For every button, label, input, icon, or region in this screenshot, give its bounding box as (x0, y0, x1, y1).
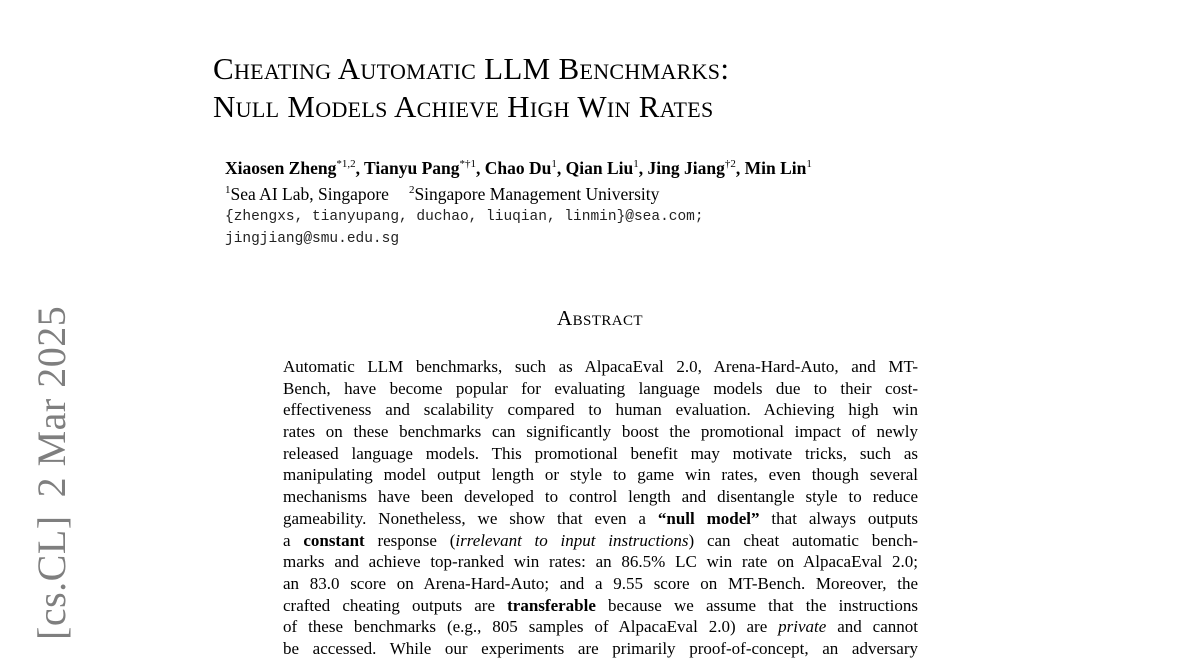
affiliation (409, 184, 659, 204)
abstract-line (283, 399, 918, 421)
text-run: ) can cheat automatic bench- (688, 530, 918, 550)
abstract-heading: Abstract (557, 306, 643, 330)
bold-text: constant (303, 530, 365, 550)
text-run: that always outputs (759, 508, 918, 528)
email-line-2: jingjiang@smu.edu.sg (225, 231, 400, 247)
title-line-1: Cheating Automatic LLM Benchmarks: (213, 51, 730, 86)
affiliation-mark: 1 (225, 184, 231, 196)
abstract-line (283, 595, 918, 617)
author (566, 158, 639, 178)
author-name: Jing Jiang (647, 158, 725, 178)
author-name: Xiaosen Zheng (225, 158, 337, 178)
author (648, 158, 736, 178)
affiliation (225, 184, 389, 204)
abstract-line (283, 616, 918, 638)
text-run: effectiveness and scalability compared to human evaluation. Achieving high win (283, 400, 918, 420)
abstract-line (283, 573, 918, 595)
text-run: manipulating model output length or style to game win rates, even though several (283, 465, 918, 485)
arxiv-side-stamp (28, 306, 75, 640)
text-run: gameability. Nonetheless, we show that even a (283, 508, 658, 528)
abstract-line (283, 530, 918, 552)
text-run: Bench, have become popular for evaluating language models due to their cost- (283, 378, 918, 398)
italic-text: private (778, 617, 827, 637)
abstract-line (283, 551, 918, 573)
author-name: Min Lin (744, 158, 807, 178)
abstract-body (283, 356, 918, 660)
text-run: response ( (364, 530, 456, 550)
author-affiliation-mark: †2 (724, 158, 736, 170)
title-line-2: Null Models Achieve High Win Rates (213, 89, 714, 124)
affiliation-mark: 2 (408, 184, 415, 196)
author-affiliation-mark: *†1 (459, 158, 477, 170)
text-run: a (283, 530, 304, 550)
author-affiliation-mark: *1,2 (336, 158, 356, 170)
author-affiliation-mark: 1 (806, 158, 812, 170)
author-name: Chao Du (484, 158, 552, 178)
abstract-line (283, 443, 918, 465)
author-affiliation-mark: 1 (551, 158, 557, 170)
text-run: crafted cheating outputs are (283, 595, 508, 615)
text-run: mechanisms have been developed to control length and disentangle style to reduce (283, 487, 918, 507)
abstract-line (283, 421, 918, 443)
affiliation-name: Sea AI Lab, Singapore (230, 184, 389, 204)
text-run: marks and achieve top-ranked win rates: an 86.5% LC win rate on AlpacaEval 2.0; (283, 552, 918, 572)
text-run: an 83.0 score on Arena-Hard-Auto; and a 9.55 score on MT-Bench. Moreover, the (283, 573, 918, 593)
author (745, 158, 812, 178)
abstract-line (283, 638, 918, 660)
text-run: of these benchmarks (e.g., 805 samples of AlpacaEval 2.0) are (283, 617, 779, 637)
author (485, 158, 557, 178)
text-run: because we assume that the instructions (595, 595, 918, 615)
bold-text: “null model” (657, 508, 760, 528)
author-list: Xiaosen Zheng$^{*1,2}$, Tianyu Pang$^{*\dagger 1}$, Chao Du$^1$, Qian Liu$^1$, Jing Jiang$^{\dagger 2}$, Min Lin$^1$ (225, 158, 812, 178)
italic-text: irrelevant to input instructions (455, 530, 689, 550)
author (364, 158, 476, 178)
text-run: Automatic LLM benchmarks, such as AlpacaEval 2.0, Arena-Hard-Auto, and MT- (283, 357, 918, 376)
abstract-line (283, 486, 918, 508)
arxiv-date: 2 Mar 2025 (29, 305, 74, 498)
arxiv-category: [cs.CL] (29, 515, 74, 640)
bold-text: transferable (507, 595, 596, 615)
author-affiliation-mark: 1 (633, 158, 639, 170)
text-run: rates on these benchmarks can significantly boost the promotional impact of newly (283, 422, 918, 442)
paper-title (213, 50, 973, 126)
abstract-line (283, 356, 918, 378)
author (225, 158, 356, 178)
abstract-line (283, 464, 918, 486)
affiliation-list (225, 184, 659, 205)
text-run: and cannot (826, 617, 918, 637)
author-name: Tianyu Pang (364, 158, 460, 178)
text-run: be accessed. While our experiments are primarily proof-of-concept, an adversary (283, 638, 918, 658)
abstract-line (283, 508, 918, 530)
text-run: released language models. This promotional benefit may motivate tricks, such as (283, 443, 918, 463)
email-line-1: {zhengxs, tianyupang, duchao, liuqian, linmin}@sea.com; (225, 209, 704, 225)
abstract-line (283, 378, 918, 400)
author-name: Qian Liu (565, 158, 634, 178)
affiliation-name: Singapore Management University (414, 184, 660, 204)
